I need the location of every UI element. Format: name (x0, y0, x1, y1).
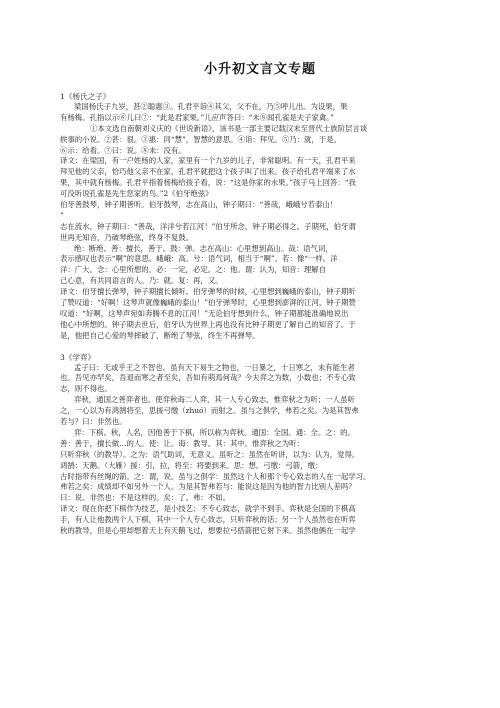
text-line: 世再无知音，乃破琴绝弦，终身不复鼓。 (60, 232, 194, 242)
text-line: 曰：说。非然也：不是这样的。矣：了。弗：不如。 (60, 493, 230, 503)
text-line: 洋：广大。念：心里所想的。必：一定，必定。之：他。谓：认为，知音：理解自 (60, 265, 327, 275)
text-line: 之，一心以为有鸿鹄将至，思援弓缴（zhuó）而射之。虽与之俱学，弗若之矣。为是其智弗 (60, 406, 359, 416)
text-line: ①本文选自南朝刘义庆的《世说新语》，该书是一部主要记载汉末至晋代士族阶层言谈 (90, 123, 368, 133)
text-line: ⑥示：给看。⑦曰：说。⑧未：没有。 (60, 145, 186, 155)
text-line: 译文：伯牙擅长弹琴，钟子期擅长倾听。伯牙弹琴的时候，心里想到巍峨的泰山，钟子期听 (60, 287, 356, 297)
section-heading-3: 3《学弈》 (60, 352, 96, 362)
text-line: 梁国杨氏子九岁，甚②聪惠③。孔君平诣④其父，父不在，乃⑤呼儿出。为设果，果 (74, 102, 348, 111)
section-1-body (60, 102, 460, 342)
text-line: 他心中所想的。钟子期去世后，伯牙认为世界上再也没有比钟子期更了解自己的知音了。于 (60, 319, 356, 329)
text-line: 弈秋，通国之善弈者也。使弈秋诲二人弈，其一人专心致志，惟弈秋之为听；一人虽听 (74, 395, 355, 405)
text-line: 志在流水，钟子期曰：“善哉，洋洋兮若江河！”伯牙所念，钟子期必得之。子期死，伯牙谓 (60, 221, 356, 231)
text-line: 弗若之矣：成绩却不如另外一个人。为是其智弗若与：能说这是因为他的智力比别人差吗？ (60, 482, 356, 492)
text-line: 秋的教导，但是心里却想着天上有天鹅飞过，想要拉弓搭箭把它射下来。虽然他俩在一起学 (60, 525, 356, 535)
section-heading-1: 1《杨氏之子》 (60, 92, 111, 101)
text-line: 伯牙善鼓琴，钟子期善听。伯牙鼓琴，志在高山，钟子期曰：“善哉，峨峨兮若泰山！ (60, 200, 338, 210)
text-line: 拜见他的父亲，恰巧他父亲不在家，孔君平就把这个孩子叫了出来。孩子给孔君平端来了水 (60, 167, 356, 177)
text-line: 轶事的小说。②甚：很。③惠：同“慧”，智慧的意思。④诣：拜见。⑤乃：就，于是。 (60, 134, 342, 144)
text-line: 己心意，有共同语言的人。乃：就。复：再，又。 (60, 276, 223, 286)
page-title: 小升初文言文专题 (203, 62, 316, 77)
text-line: 果，其中就有杨梅。孔君平指着杨梅给孩子看，说：“这是你家的水果。”孩子马上回答：“我 (60, 178, 356, 188)
text-line: ” (60, 210, 64, 220)
text-line: 了赞叹道：“好啊！这琴声就像巍峨的泰山！”伯牙弹琴时，心里想到澎湃的江河，钟子期赞 (60, 298, 356, 308)
text-line: 叹道：“好啊，这琴声宛如奔腾不息的江河！”无论伯牙想到什么，钟子期都能准确地说出 (60, 308, 349, 318)
text-line: 绝：断绝。善：擅长，善于。鼓：弹。志在高山：心里想到高山。哉：语气词， (74, 243, 333, 253)
text-line: 志，则不得也。 (60, 384, 112, 394)
text-line: 善：善于，擅长做…的人。使：让。诲：教导。其：其中。惟弈秋之为听： (60, 438, 304, 448)
section-gap (60, 342, 460, 352)
text-line: 若与？曰：非然也。 (60, 417, 127, 427)
text-line: 孟子曰：无或乎王之不智也。虽有天下易生之物也，一日暴之，十日寒之，未有能生者 (74, 362, 355, 372)
section-3-body (60, 363, 460, 537)
text-line: 鸿鹄：天鹅。（大雁）援：引，拉，将至：将要到来。思：想。弓缴：弓箭，缴： (60, 460, 323, 470)
text-line: 可没听说孔雀是先生您家的鸟。”2《伯牙绝弦》 (60, 189, 213, 199)
text-line: 表示感叹也表示“啊”的意思。峨峨：高。兮：语气词，相当于“啊”。若：像“一样。洋 (60, 254, 338, 264)
text-line: 有杨梅。孔指以示⑥儿曰⑦：“此是君家果。”儿应声答曰：“未⑧闻孔雀是夫子家禽。” (60, 112, 334, 122)
text-line: 译文：在梁国，有一户姓杨的人家，家里有一个九岁的儿子，非常聪明。有一天，孔君平来 (60, 156, 356, 166)
text-line: 弈：下棋。秋，人名，因他善于下棋，所以称为弈秋。通国：全国。通：全。之：的。 (74, 427, 355, 437)
text-line: 古时指带有丝绳的箭。之：谓，说。虽与之俱学：虽然这个人和那个专心致志的人在一起学习。 (60, 471, 371, 481)
text-line: 手，有人让他教两个人下棋，其中一个人专心致志，只听弈秋的话；另一个人虽然也在听弈 (60, 515, 356, 525)
text-line: 也。吾见亦罕矣，吾退而寒之者至矣，吾如有萌焉何哉？今夫弈之为数，小数也；不专心致 (60, 373, 356, 383)
text-line: 是，他把自己心爱的琴摔破了，断绝了琴弦，终生不再弹琴。 (60, 330, 260, 340)
text-line: 译文：现在你把下棋作为技艺，是小技艺；不专心致志，就学不到手。弈秋是全国的下棋高 (60, 504, 356, 514)
text-line: 只听弈秋（的教导）。之为：语气助词，无意义。虽听之：虽然在听讲，以为：认为，觉得。 (60, 449, 360, 459)
